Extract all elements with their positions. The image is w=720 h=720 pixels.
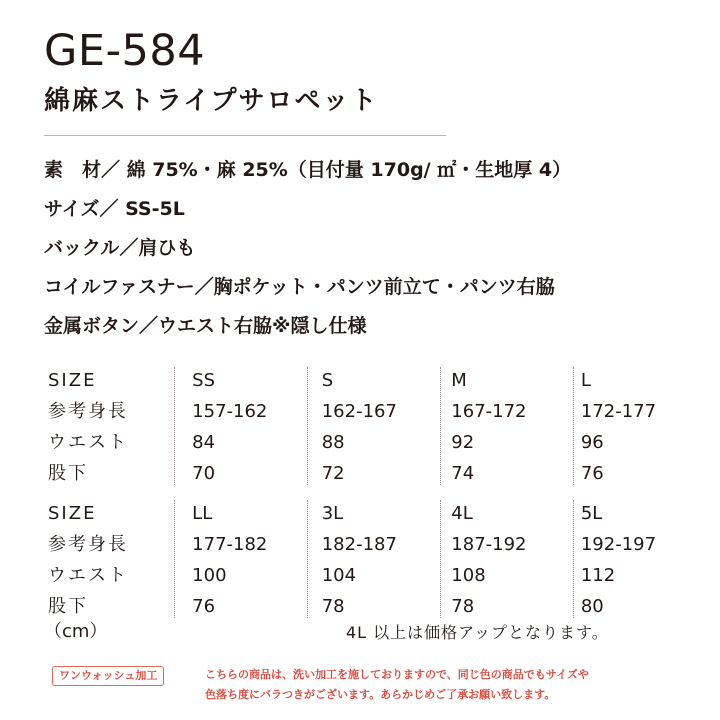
cell: 76 [580, 463, 604, 484]
row-label-size: SIZE [48, 503, 97, 524]
column-divider [307, 367, 308, 485]
column-divider [174, 367, 175, 485]
spec-size-range: サイズ／ SS-5L [44, 198, 185, 220]
cell: 88 [321, 432, 345, 453]
spec-buckle: バックル／肩ひも [44, 237, 196, 259]
price-note: 4L 以上は価格アップとなります。 [346, 623, 609, 642]
cell: 177-182 [192, 534, 268, 555]
cell: 96 [580, 432, 604, 453]
table-row-waist [48, 560, 688, 591]
cell: 78 [451, 596, 475, 617]
cell: 84 [192, 432, 216, 453]
table-row-waist [48, 427, 688, 458]
cell: 92 [451, 432, 475, 453]
cell: 187-192 [451, 534, 527, 555]
row-label-height: 参考身長 [48, 401, 128, 422]
product-code: GE-584 [44, 26, 206, 76]
cell: 72 [321, 463, 345, 484]
cell: 76 [192, 596, 216, 617]
cell: M [451, 370, 467, 391]
table-row-inseam [48, 591, 688, 622]
row-label-height: 参考身長 [48, 534, 128, 555]
row-label-waist: ウエスト [48, 432, 128, 453]
table-row-size [48, 498, 688, 529]
cell: 167-172 [451, 401, 527, 422]
cell: 172-177 [580, 401, 657, 422]
cell: LL [192, 503, 213, 524]
table-row-size [48, 365, 688, 396]
cell: 70 [192, 463, 216, 484]
cell: 74 [451, 463, 475, 484]
column-divider [573, 500, 574, 618]
table-row-inseam [48, 458, 688, 489]
unit-label: （cm） [44, 621, 108, 642]
row-label-inseam: 股下 [48, 596, 88, 617]
wash-notice-line: こちらの商品は、洗い加工を施しておりますので、同じ色の商品でもサイズや [205, 668, 589, 681]
cell: 80 [580, 596, 604, 617]
column-divider [440, 500, 441, 618]
cell: 112 [580, 565, 616, 586]
spec-button: 金属ボタン／ウエスト右脇※隠し仕様 [44, 315, 367, 337]
cell: L [580, 370, 591, 391]
cell: 182-187 [321, 534, 397, 555]
row-label-size: SIZE [48, 370, 97, 391]
column-divider [440, 367, 441, 485]
product-name: 綿麻ストライプサロペット [44, 86, 379, 116]
wash-notice-line: 色落ち度にバラつきがございます。あらかじめご了承お願い致します。 [205, 688, 556, 701]
size-table [48, 365, 688, 622]
size-block-2 [48, 498, 688, 622]
column-divider [174, 500, 175, 618]
spec-material: 素 材／ 綿 75%・麻 25%（目付量 170g/ ㎡・生地厚 4） [44, 159, 572, 181]
row-label-waist: ウエスト [48, 565, 128, 586]
cell: 100 [192, 565, 227, 586]
cell: 108 [451, 565, 486, 586]
cell: SS [192, 370, 216, 391]
cell: 78 [321, 596, 345, 617]
cell: 192-197 [580, 534, 657, 555]
spec-zipper: コイルファスナー／胸ポケット・パンツ前立て・パンツ右脇 [44, 276, 555, 298]
cell: 162-167 [321, 401, 397, 422]
column-divider [573, 367, 574, 485]
cell: 4L [451, 503, 473, 524]
cell: S [321, 370, 334, 391]
wash-badge: ワンウォッシュ加工 [52, 666, 164, 686]
table-row-height [48, 396, 688, 427]
title-divider [44, 135, 446, 136]
cell: 5L [580, 503, 603, 524]
cell: 3L [321, 503, 344, 524]
size-block-1 [48, 365, 688, 489]
wash-notice [205, 665, 685, 705]
cell: 157-162 [192, 401, 268, 422]
spec-list [44, 155, 571, 350]
table-row-height [48, 529, 688, 560]
column-divider [307, 500, 308, 618]
row-label-inseam: 股下 [48, 463, 88, 484]
cell: 104 [321, 565, 357, 586]
